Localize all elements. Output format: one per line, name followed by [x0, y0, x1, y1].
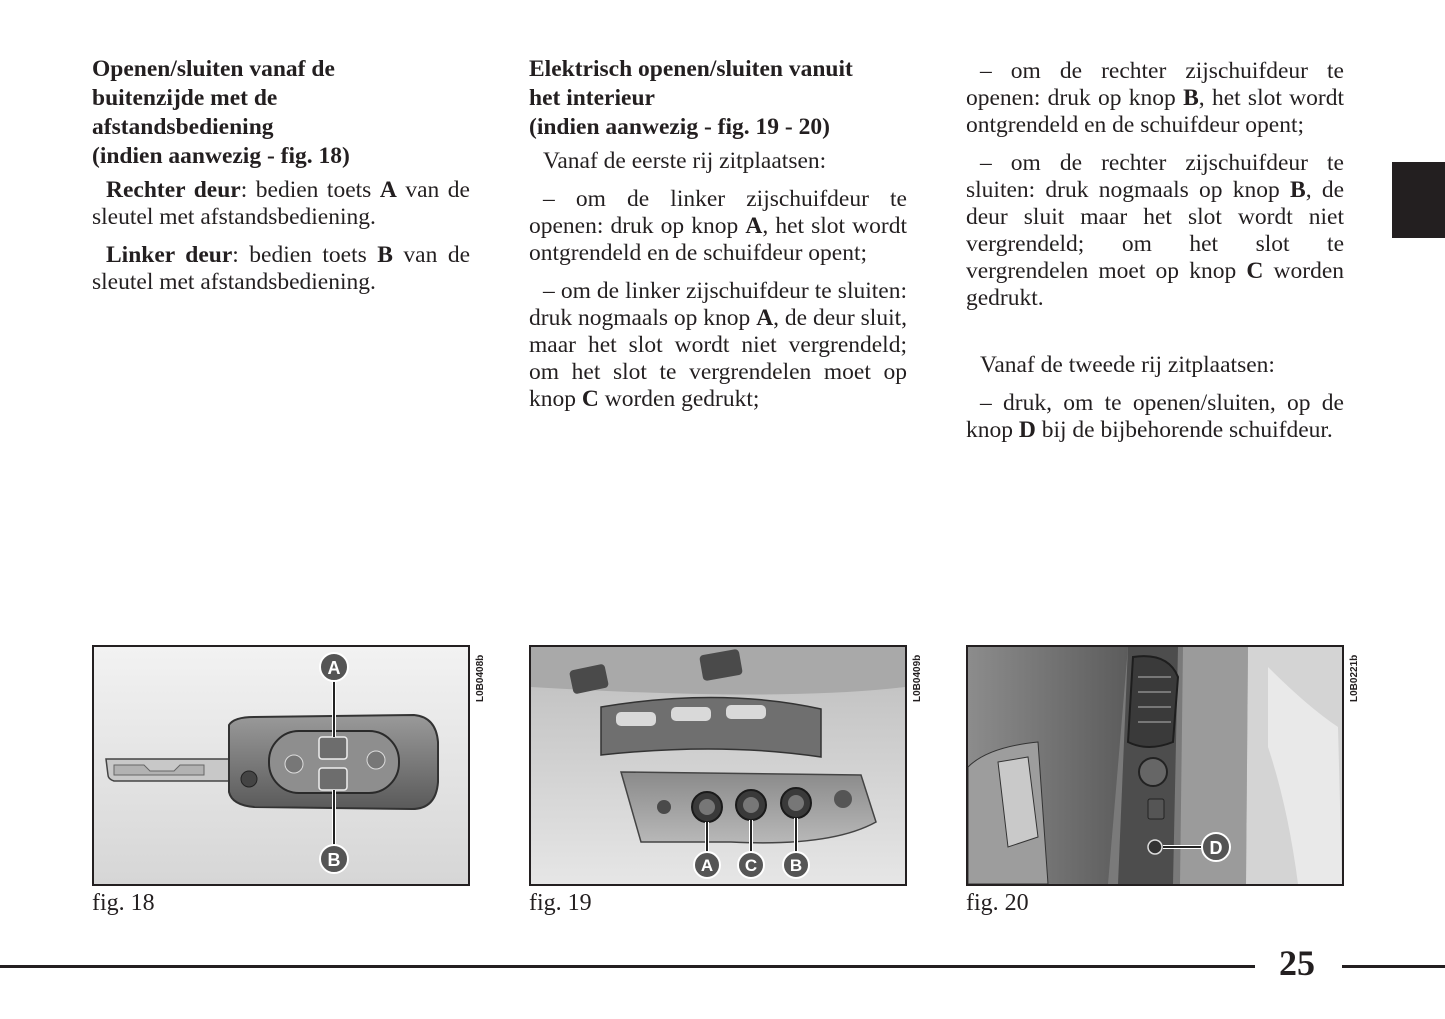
- air-vent: [1128, 656, 1178, 747]
- button-d: [1148, 840, 1162, 854]
- figure-19-caption: fig. 19: [529, 890, 592, 916]
- section-tab-marker: [1392, 162, 1445, 238]
- paragraph-right-door: Rechter deur: bedien toets A van de sleutel met afstandsbediening.: [92, 177, 470, 230]
- paragraph-right-close: – om de rechter zijschuifdeur te sluiten: druk nogmaals op knop B, de deur sluit maar het slot wordt niet vergrendeld; om het slot te vergrendelen moet op knop C worden gedrukt.: [966, 150, 1344, 311]
- figure-19-code: L0B0409b: [912, 654, 923, 702]
- paragraph-right-open: – om de rechter zijschuifdeur te openen: druk op knop B, het slot wordt ontgrendeld en de schuifdeur opent;: [966, 58, 1344, 138]
- column-middle: [529, 55, 907, 424]
- label-a-text: A: [327, 658, 341, 678]
- section-heading-interior: Elektrisch openen/sluiten vanuit het interieur (indien aanwezig - fig. 19 - 20): [529, 56, 853, 140]
- fob-button-a: [319, 737, 347, 759]
- page-number: 25: [1279, 943, 1315, 983]
- paragraph-second-row: Vanaf de tweede rij zitplaatsen:: [980, 352, 1275, 378]
- figure-18-code: L0B0408b: [475, 654, 486, 702]
- mirror-knob: [1139, 758, 1167, 786]
- fob-unlock-button: [367, 751, 385, 769]
- figure-20-caption: fig. 20: [966, 890, 1029, 916]
- paragraph-left-close: – om de linker zijschuifdeur te sluiten: druk nogmaals op knop A, de deur sluit, maar het slot wordt niet vergrendeld; om het slot te vergrendelen moet op knop C worden gedrukt;: [529, 278, 907, 412]
- paragraph-left-open: – om de linker zijschuifdeur te openen: druk op knop A, het slot wordt ontgrendeld en de schuifdeur opent;: [529, 186, 907, 266]
- key-fob-illustration: [94, 647, 468, 884]
- figure-20-code: L0B0221b: [1349, 654, 1360, 702]
- footer-rule-right: [1342, 965, 1445, 968]
- section-heading-remote: Openen/sluiten vanaf de buitenzijde met de afstandsbediening (indien aanwezig - fig. 18): [92, 56, 350, 169]
- paragraph-left-door: Linker deur: bedien toets B van de sleutel met afstandsbediening.: [92, 242, 470, 295]
- paragraph-second-row-button: – druk, om te openen/sluiten, op de knop D bij de bijbehorende schuifdeur.: [966, 390, 1344, 443]
- figure-19-ceiling-panel: [529, 645, 907, 886]
- column-right: [966, 58, 1344, 455]
- figure-18-key-fob: [92, 645, 470, 886]
- figure-18-caption: fig. 18: [92, 890, 155, 916]
- ceiling-light: [601, 697, 821, 757]
- paragraph-first-row: Vanaf de eerste rij zitplaatsen:: [543, 148, 827, 174]
- column-left: [92, 55, 470, 307]
- label-b-text: B: [327, 850, 341, 870]
- label-b-text: B: [789, 856, 803, 875]
- label-d-text: D: [1209, 838, 1223, 858]
- ceiling-panel-illustration: [531, 647, 905, 884]
- fob-button-b: [319, 768, 347, 790]
- figure-20-door-pillar: [966, 645, 1344, 886]
- door-pillar-illustration: [968, 647, 1342, 884]
- label-a-text: A: [700, 856, 714, 875]
- fob-lock-button: [285, 755, 303, 773]
- footer-rule-left: [0, 965, 1255, 968]
- label-c-text: C: [744, 856, 758, 875]
